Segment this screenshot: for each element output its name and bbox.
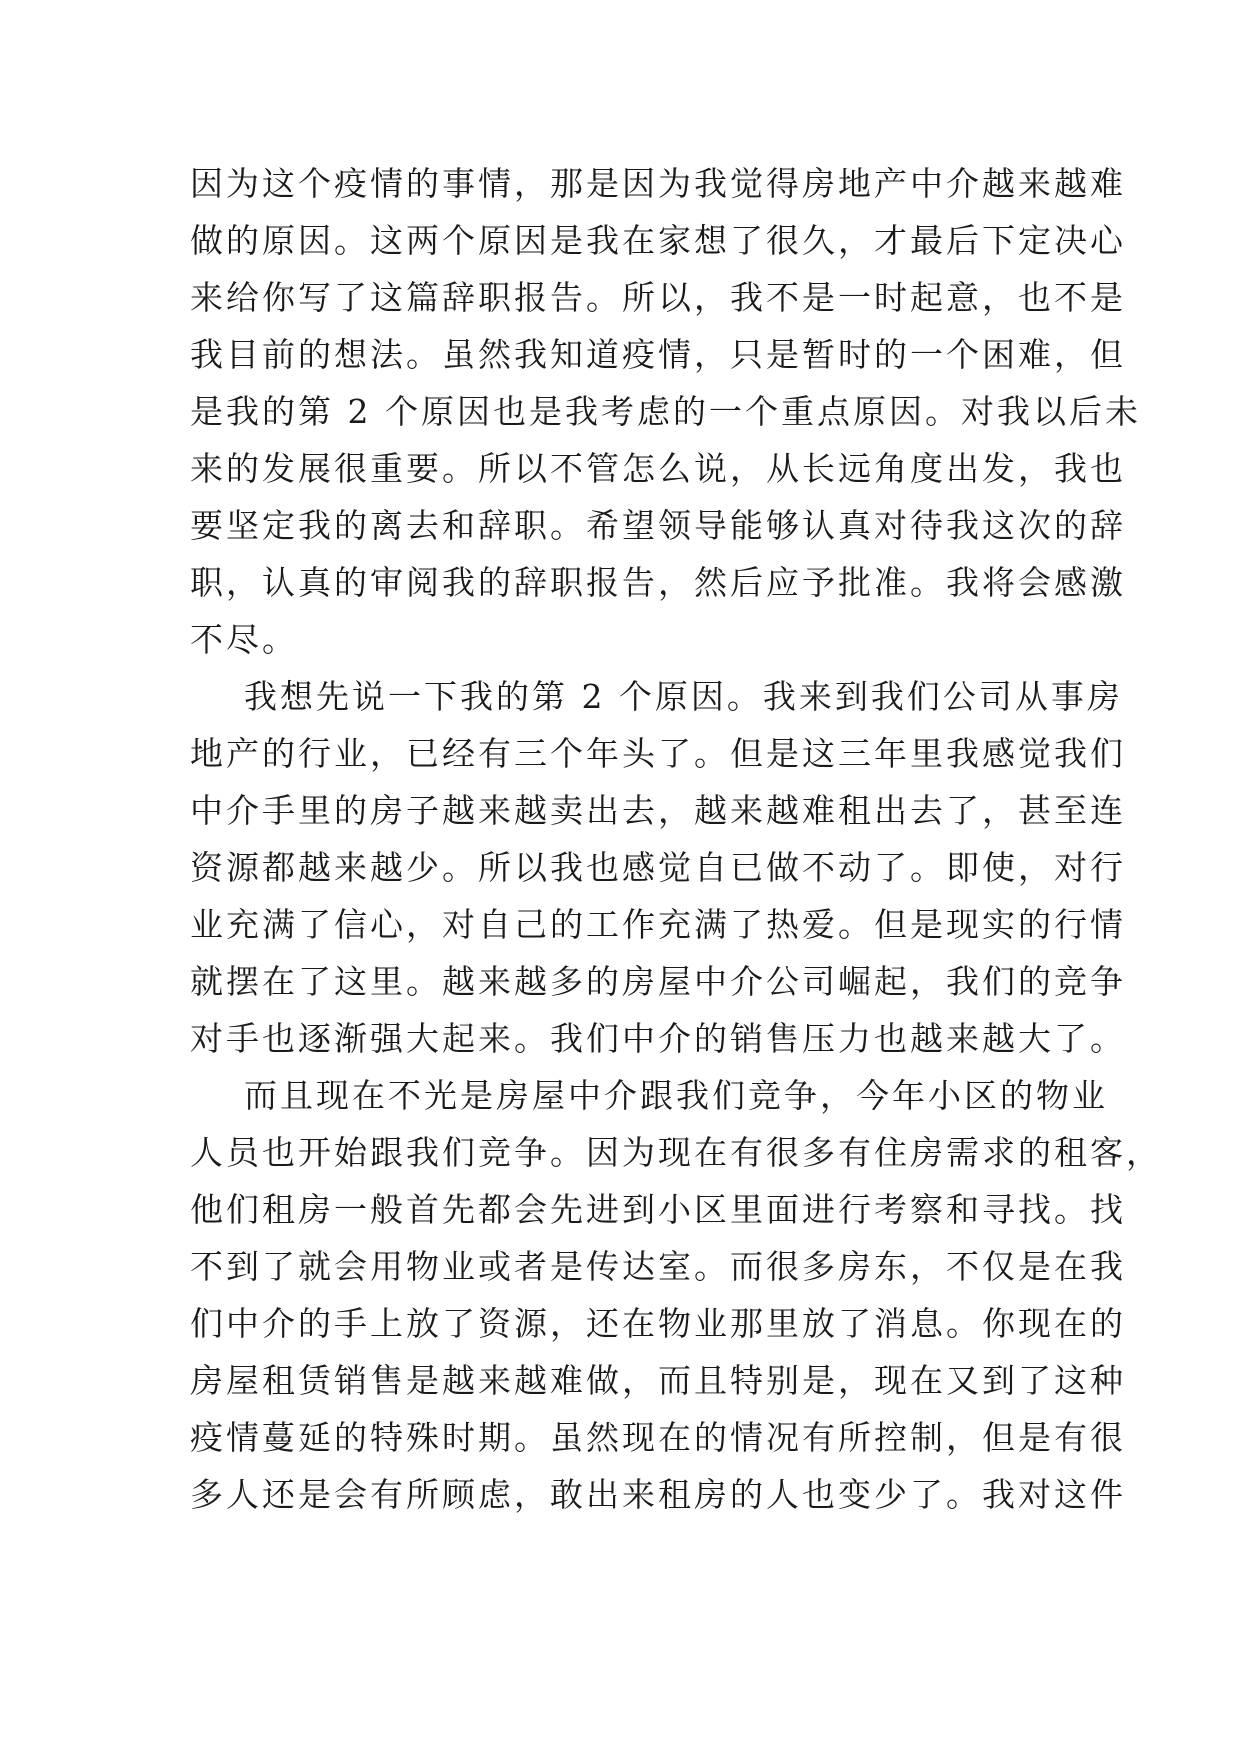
text-line: 人员也开始跟我们竞争。因为现在有很多有住房需求的租客， [190, 1133, 1162, 1172]
text-line: 来的发展很重要。所以不管怎么说，从长远角度出发，我也 [190, 449, 1126, 488]
text-line: 职，认真的审阅我的辞职报告，然后应予批准。我将会感激 [190, 563, 1126, 602]
text-line: 不尽。 [190, 620, 298, 659]
text-line: 中介手里的房子越来越卖出去，越来越难租出去了，甚至连 [190, 791, 1126, 830]
text-line: 疫情蔓延的特殊时期。虽然现在的情况有所控制，但是有很 [190, 1418, 1126, 1457]
text-line: 而且现在不光是房屋中介跟我们竞争，今年小区的物业 [190, 1076, 1108, 1115]
text-line: 就摆在了这里。越来越多的房屋中介公司崛起，我们的竞争 [190, 962, 1126, 1001]
text-line: 我想先说一下我的第 2 个原因。我来到我们公司从事房 [190, 677, 1123, 716]
text-line: 要坚定我的离去和辞职。希望领导能够认真对待我这次的辞 [190, 506, 1126, 545]
text-line: 是我的第 2 个原因也是我考虑的一个重点原因。对我以后未 [190, 392, 1141, 431]
text-line: 来给你写了这篇辞职报告。所以，我不是一时起意，也不是 [190, 278, 1126, 317]
text-line: 地产的行业，已经有三个年头了。但是这三年里我感觉我们 [190, 734, 1126, 773]
text-line: 我目前的想法。虽然我知道疫情，只是暂时的一个困难，但 [190, 335, 1126, 374]
text-line: 房屋租赁销售是越来越难做，而且特别是，现在又到了这种 [190, 1361, 1126, 1400]
text-line: 他们租房一般首先都会先进到小区里面进行考察和寻找。找 [190, 1190, 1126, 1229]
text-line: 们中介的手上放了资源，还在物业那里放了消息。你现在的 [190, 1304, 1126, 1343]
text-line: 业充满了信心，对自己的工作充满了热爱。但是现实的行情 [190, 905, 1126, 944]
text-line: 因为这个疫情的事情，那是因为我觉得房地产中介越来越难 [190, 164, 1126, 203]
text-line: 不到了就会用物业或者是传达室。而很多房东，不仅是在我 [190, 1247, 1126, 1286]
text-line: 资源都越来越少。所以我也感觉自已做不动了。即使，对行 [190, 848, 1126, 887]
text-line: 对手也逐渐强大起来。我们中介的销售压力也越来越大了。 [190, 1019, 1126, 1058]
text-line: 多人还是会有所顾虑，敢出来租房的人也变少了。我对这件 [190, 1475, 1126, 1514]
text-line: 做的原因。这两个原因是我在家想了很久，才最后下定决心 [190, 221, 1126, 260]
